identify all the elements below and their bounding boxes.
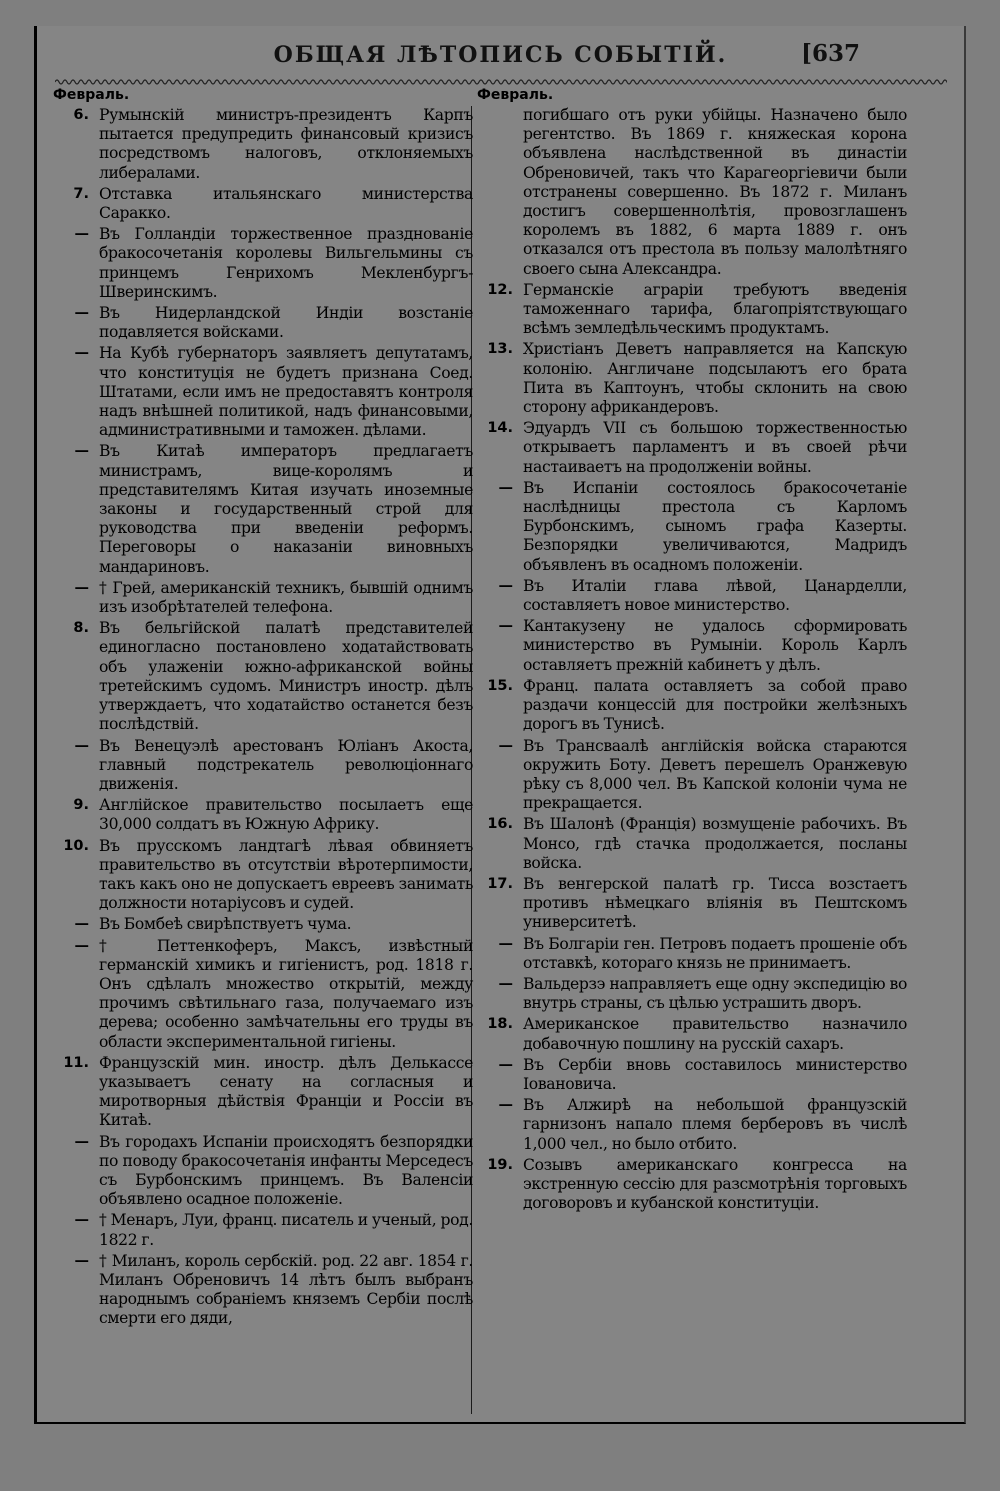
entry-date-marker: —	[74, 305, 89, 322]
entry-list	[477, 281, 907, 1214]
entry-text: Въ Испаніи состоялось бракосочетаніе наслѣдницы престола съ Карломъ Бурбонскимъ, сыномъ графа Казерты. Безпорядки увеличиваются, Мадридъ объявленъ въ осадномъ положеніи.	[523, 478, 907, 574]
entry-text: Отставка итальянскаго министерства Саракко.	[99, 184, 473, 223]
entry-date-marker: 18.	[487, 1016, 513, 1033]
entry-text: Въ венгерской палатѣ гр. Тисса возстаетъ противъ нѣмецкаго вліянія въ Пештскомъ университетѣ.	[523, 874, 907, 932]
entry-date-marker: —	[498, 737, 513, 754]
page-number: [637	[801, 40, 860, 67]
entry-text: Въ Сербіи вновь составилось министерство Іовановича.	[523, 1055, 907, 1093]
entry-date-marker: —	[74, 226, 89, 243]
entry-text: Въ Италіи глава лѣвой, Цанарделли, составляетъ новое министерство.	[523, 576, 907, 615]
chronicle-entry	[53, 737, 473, 795]
chronicle-entry	[53, 937, 473, 1052]
entry-text: Въ бельгійской палатѣ представителей единогласно постановлено ходатайствовать объ улаженіи южно-африканской войны третейскимъ судомъ. Министръ иностр. дѣлъ утверждаетъ, что ходатайство останется безъ послѣдствій.	[99, 619, 473, 734]
chronicle-entry	[53, 344, 473, 440]
chronicle-entry	[53, 579, 473, 617]
entry-date-marker: —	[74, 1133, 89, 1150]
entry-date-marker: —	[498, 479, 513, 496]
entry-date-marker: 15.	[487, 677, 513, 694]
entry-text: † Грей, американскій техникъ, бывшій однимъ изъ изобрѣтателей телефона.	[99, 578, 473, 617]
chronicle-entry	[477, 875, 907, 933]
entry-date-marker: 8.	[73, 620, 89, 637]
entry-text: Въ Венецуэлѣ арестованъ Юліанъ Акоста, главный подстрекатель революціоннаго движенія.	[99, 736, 473, 793]
page-header	[37, 32, 964, 74]
left-column	[53, 86, 473, 1331]
chronicle-entry	[477, 479, 907, 575]
entry-date-marker: —	[498, 935, 513, 952]
entry-text: Румынскій министръ-президентъ Карпъ пытается предупредить финансовый кризисъ посредствомъ налоговъ, отклоняемыхъ либералами.	[99, 106, 473, 182]
entry-date-marker: —	[74, 1212, 89, 1229]
continued-entry-text: погибшаго отъ руки убійцы. Назначено было регентство. Въ 1869 г. княжеская корона объявлена наслѣдственной въ династіи Обреновичей, такъ что Карагеоргіевичи были отстранены совершенно. Въ 1872 г. Миланъ достигъ совершеннолѣтія, провозглашенъ королемъ въ 1882, 6 марта 1889 г. онъ отказался отъ престола въ пользу малолѣтняго своего сына Александра.	[523, 106, 907, 278]
chronicle-entry	[53, 837, 473, 914]
entry-text: Въ Китаѣ императоръ предлагаетъ министрамъ, вице-королямъ и представителямъ Китая изучать иноземные законы и государственный строй для руководства при введеніи реформъ. Переговоры о наказаніи виновныхъ мандариновъ.	[99, 442, 473, 576]
chronicle-entry	[477, 617, 907, 675]
entry-text: Въ городахъ Испаніи происходятъ безпорядки по поводу бракосочетанія инфанты Мерседесъ съ Бурбонскимъ принцемъ. Въ Валенсіи объявлено осадное положеніе.	[99, 1132, 473, 1209]
page-title: ОБЩАЯ ЛѢТОПИСЬ СОБЫТІЙ.	[273, 42, 728, 68]
chronicle-entry	[53, 796, 473, 834]
entry-date-marker: —	[498, 975, 513, 992]
entry-date-marker: 13.	[487, 341, 513, 358]
chronicle-entry	[477, 815, 907, 873]
entry-text: Эдуардъ VII съ большою торжественностью открываетъ парламентъ и въ своей рѣчи настаиваетъ на продолженіи войны.	[523, 419, 907, 476]
chronicle-entry	[477, 935, 907, 973]
month-heading: Февраль.	[477, 87, 554, 103]
entry-date-marker: —	[74, 345, 89, 362]
entry-text: Въ Нидерландской Индіи возстаніе подавляется войсками.	[99, 304, 473, 342]
chronicle-entry	[53, 1133, 473, 1210]
month-heading: Февраль.	[53, 87, 130, 103]
entry-date-marker: —	[74, 579, 89, 596]
entry-text: Въ Голландіи торжественное празднованіе бракосочетанія королевы Вильгельмины съ принцемъ Генрихомъ Мекленбургъ-Шверинскимъ.	[99, 225, 473, 301]
entry-date-marker: 7.	[73, 185, 89, 202]
chronicle-entry	[53, 442, 473, 576]
entry-date-marker: 6.	[73, 107, 89, 123]
entry-date-marker: 14.	[487, 420, 513, 437]
entry-text: † Миланъ, король сербскій. род. 22 авг. 1854 г. Миланъ Обреновичъ 14 лѣтъ былъ выбранъ народнымъ собраніемъ княземъ Сербіи послѣ смерти его дяди,	[99, 1251, 473, 1328]
entry-text: Въ Трансваалѣ англійскія войска стараются окружить Боту. Деветъ перешелъ Оранжевую рѣку съ 8,000 чел. Въ Капской колоніи чума не прекращается.	[523, 736, 907, 813]
entry-date-marker: —	[74, 1252, 89, 1269]
chronicle-entry	[477, 1015, 907, 1053]
entry-text: Въ Бомбеѣ свирѣпствуетъ чума.	[99, 915, 352, 934]
chronicle-entry	[477, 281, 907, 339]
entry-date-marker: 19.	[487, 1156, 513, 1173]
entry-text: † Менаръ, Луи, франц. писатель и ученый, род. 1822 г.	[99, 1211, 473, 1249]
entry-date-marker: —	[498, 1097, 513, 1114]
chronicle-entry	[477, 340, 907, 417]
chronicle-entry	[53, 915, 473, 934]
chronicle-entry	[53, 1054, 473, 1131]
entry-text: На Кубѣ губернаторъ заявляетъ депутатамъ, что конституція не будетъ признана Соед. Штатами, если имъ не предоставятъ контроля надъ внѣшней политикой, надъ финансовыми, административными и таможен. дѣлами.	[99, 344, 473, 440]
entry-text: † Петтенкоферъ, Максъ, извѣстный германскій химикъ и гигіенистъ, род. 1818 г. Онъ сдѣлалъ множество открытій, между прочимъ свѣтильнаго газа, получаемаго изъ дерева; особенно замѣчательны его труды въ области экспериментальной гигіены.	[99, 936, 473, 1051]
entry-text: Въ прусскомъ ландтагѣ лѣвая обвиняетъ правительство въ отсутствіи вѣротерпимости, такъ какъ оно не допускаетъ евреевъ занимать должности нотаріусовъ и судей.	[99, 836, 473, 913]
chronicle-entry	[53, 304, 473, 342]
chronicle-entry	[53, 106, 473, 183]
entry-text: Кантакузену не удалось сформировать министерство въ Румыніи. Король Карлъ оставляетъ прежній кабинетъ у дѣлъ.	[523, 617, 907, 674]
entry-text: Созывъ американскаго конгресса на экстренную сессію для разсмотрѣнія торговыхъ договоровъ и кубанской конституціи.	[523, 1155, 907, 1213]
entry-text: Англійское правительство посылаетъ еще 30,000 солдатъ въ Южную Африку.	[99, 796, 473, 834]
chronicle-entry	[477, 737, 907, 814]
entry-date-marker: 12.	[487, 281, 513, 298]
entry-date-marker: 16.	[487, 816, 513, 833]
entry-text: Германскіе аграріи требуютъ введенія таможеннаго тарифа, благопріятствующаго всѣмъ земледѣльческимъ продуктамъ.	[523, 280, 907, 338]
chronicle-entry	[53, 1211, 473, 1249]
chronicle-entry	[477, 677, 907, 735]
chronicle-entry	[477, 975, 907, 1013]
chronicle-entry	[477, 1056, 907, 1094]
entry-text: Христіанъ Деветъ направляется на Капскую колонію. Англичане подсылаютъ его брата Пита въ Каптоунъ, чтобы склонить на свою сторону африкандеровъ.	[523, 340, 907, 417]
entry-date-marker: —	[498, 1056, 513, 1073]
entry-text: Въ Болгаріи ген. Петровъ подаетъ прошеніе объ отставкѣ, котораго князь не принимаетъ.	[523, 934, 907, 972]
entry-text: Французскій мин. иностр. дѣлъ Делькассе указываетъ сенату на согласныя и миротворныя дѣйствія Франціи и Россіи въ Китаѣ.	[99, 1053, 473, 1130]
entry-text: Вальдерзэ направляетъ еще одну экспедицію во внутрь страны, съ цѣлью устрашить дворъ.	[523, 974, 907, 1013]
chronicle-entry	[53, 225, 473, 302]
entry-date-marker: —	[498, 577, 513, 594]
entry-date-marker: 9.	[73, 797, 89, 814]
entry-date-marker: —	[498, 618, 513, 635]
right-column	[477, 86, 907, 1215]
entry-date-marker: —	[74, 937, 89, 954]
chronicle-entry	[53, 619, 473, 734]
entry-date-marker: —	[74, 916, 89, 933]
chronicle-entry	[477, 1156, 907, 1214]
entry-text: Въ Алжирѣ на небольшой французскій гарнизонъ напало племя берберовъ въ числѣ 1,000 чел., но было отбито.	[523, 1096, 907, 1153]
chronicle-entry	[477, 1096, 907, 1154]
chronicle-entry	[53, 185, 473, 223]
entry-date-marker: 10.	[63, 837, 89, 854]
entry-text: Американское правительство назначило добавочную пошлину на русскій сахаръ.	[523, 1015, 907, 1053]
entry-date-marker: 11.	[63, 1054, 89, 1071]
entry-text: Въ Шалонѣ (Франція) возмущеніе рабочихъ. Въ Монсо, гдѣ стачка продолжается, посланы войска.	[523, 815, 907, 872]
chronicle-entry	[477, 419, 907, 477]
document-page	[34, 26, 966, 1424]
entry-date-marker: —	[74, 443, 89, 460]
entry-date-marker: 17.	[487, 875, 513, 892]
entry-list	[53, 106, 473, 1329]
entry-date-marker: —	[74, 737, 89, 754]
entry-text: Франц. палата оставляетъ за собой право раздачи концессій для постройки желѣзныхъ дорогъ въ Тунисѣ.	[523, 676, 907, 734]
chronicle-entry	[53, 1252, 473, 1329]
chronicle-entry	[477, 577, 907, 615]
